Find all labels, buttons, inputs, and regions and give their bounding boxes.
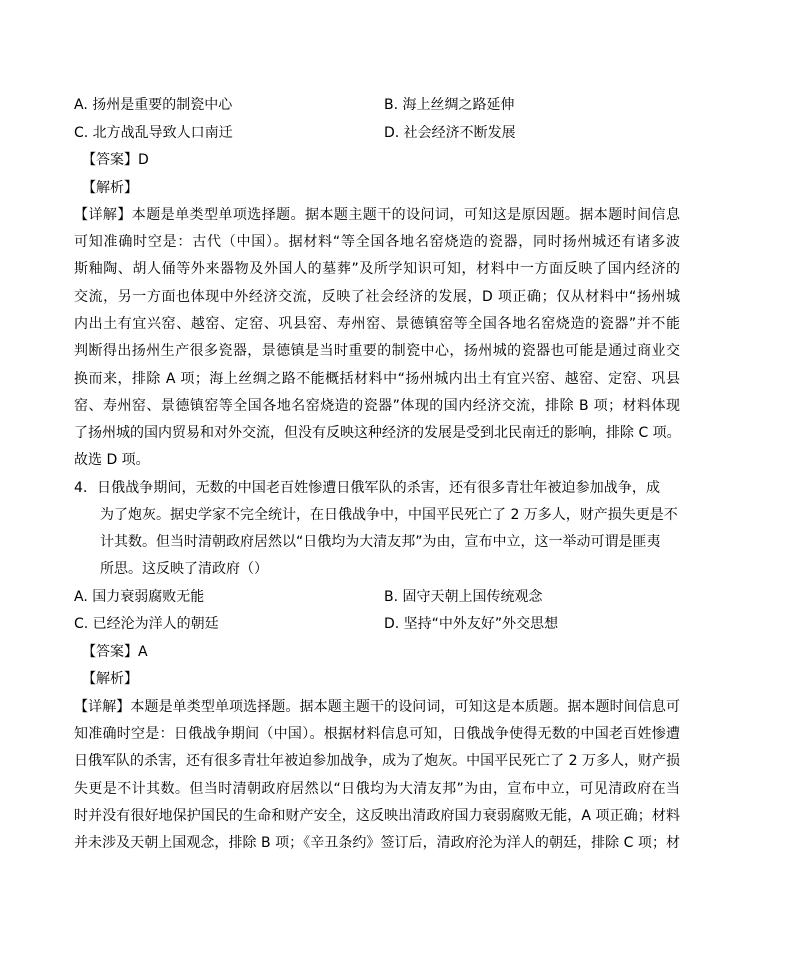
q4-detail-line: 【详解】本题是单类型单项选择题。据本题主题干的设问词，可知这是本质题。据本题时间信息可 [74, 699, 680, 715]
q3-detail-line: 交流，另一方面也体现中外经济交流，反映了社会经济的发展，D 项正确；仅从材料中“扬州城 [74, 289, 680, 305]
q3-analysis-heading: 【解析】 [82, 180, 138, 196]
q3-detail-line: 可知准确时空是：古代（中国）。据材料“等全国各地名窑烧造的瓷器，同时扬州城还有诸多波 [74, 234, 680, 250]
q3-detail-line: 斯釉陶、胡人俑等外来器物及外国人的墓葬”及所学知识可知，材料中一方面反映了国内经济的 [74, 261, 680, 277]
q4-option-b: B. 固守天朝上国传统观念 [384, 589, 543, 605]
q3-detail-line: 内出土有宜兴窑、越窑、定窑、巩县窑、寿州窑、景德镇窑等全国各地名窑烧造的瓷器”并不能 [74, 316, 680, 332]
q4-detail-line: 失更是不计其数。但当时清朝政府居然以“日俄均为大清友邦”为由，宣布中立，可见清政府在当 [74, 781, 680, 797]
q3-detail-line: 了扬州城的国内贸易和对外交流，但没有反映这种经济的发展是受到北民南迁的影响，排除 C 项。 [74, 425, 681, 441]
q4-detail-line: 时并没有很好地保护国民的生命和财产安全，这反映出清政府国力衰弱腐败无能，A 项正确；材料 [74, 808, 680, 824]
q4-option-d: D. 坚持“中外友好”外交思想 [384, 616, 559, 632]
q4-detail-line: 知准确时空是：日俄战争期间（中国）。根据材料信息可知，日俄战争使得无数的中国老百姓惨遭 [74, 726, 680, 742]
q4-stem-line: 为了炮灰。据史学家不完全统计，在日俄战争中，中国平民死亡了 2 万多人，财产损失更是不 [100, 507, 678, 523]
q3-detail-line: 窑、寿州窑、景德镇窑等全国各地名窑烧造的瓷器”体现的国内经济交流，排除 B 项；材料体现 [74, 398, 680, 414]
q4-analysis-heading: 【解析】 [82, 671, 138, 687]
q3-option-b: B. 海上丝绸之路延伸 [384, 97, 515, 113]
q3-option-c: C. 北方战乱导致人口南迁 [74, 125, 233, 141]
q4-answer: 【答案】A [82, 644, 148, 660]
q4-option-c: C. 已经沦为洋人的朝廷 [74, 616, 219, 632]
q3-detail-line: 换而来，排除 A 项；海上丝绸之路不能概括材料中“扬州城内出土有宜兴窑、越窑、定窑、巩县 [74, 371, 680, 387]
q4-stem-line: 计其数。但当时清朝政府居然以“日俄均为大清友邦”为由，宣布中立，这一举动可谓是匪夷 [100, 534, 661, 550]
q4-stem-line: 所思。这反映了清政府（） [100, 561, 268, 577]
q4-detail-line: 日俄军队的杀害，还有很多青壮年被迫参加战争，成为了炮灰。中国平民死亡了 2 万多人，财产损 [74, 753, 680, 769]
q4-detail-line: 并未涉及天朝上国观念，排除 B 项；《辛丑条约》签订后，清政府沦为洋人的朝廷，排除 C 项；材 [74, 835, 680, 851]
q3-answer: 【答案】D [82, 152, 149, 168]
q3-detail-line: 故选 D 项。 [74, 452, 150, 468]
q4-stem-line: 4．日俄战争期间，无数的中国老百姓惨遭日俄军队的杀害，还有很多青壮年被迫参加战争，成 [74, 480, 660, 496]
q3-option-a: A. 扬州是重要的制瓷中心 [74, 97, 233, 113]
q4-option-a: A. 国力衰弱腐败无能 [74, 589, 205, 605]
q3-option-d: D. 社会经济不断发展 [384, 125, 516, 141]
q3-detail-line: 判断得出扬州生产很多瓷器，景德镇是当时重要的制瓷中心，扬州城的瓷器也可能是通过商业交 [74, 343, 680, 359]
q3-detail-line: 【详解】本题是单类型单项选择题。据本题主题干的设问词，可知这是原因题。据本题时间信息 [74, 207, 680, 223]
